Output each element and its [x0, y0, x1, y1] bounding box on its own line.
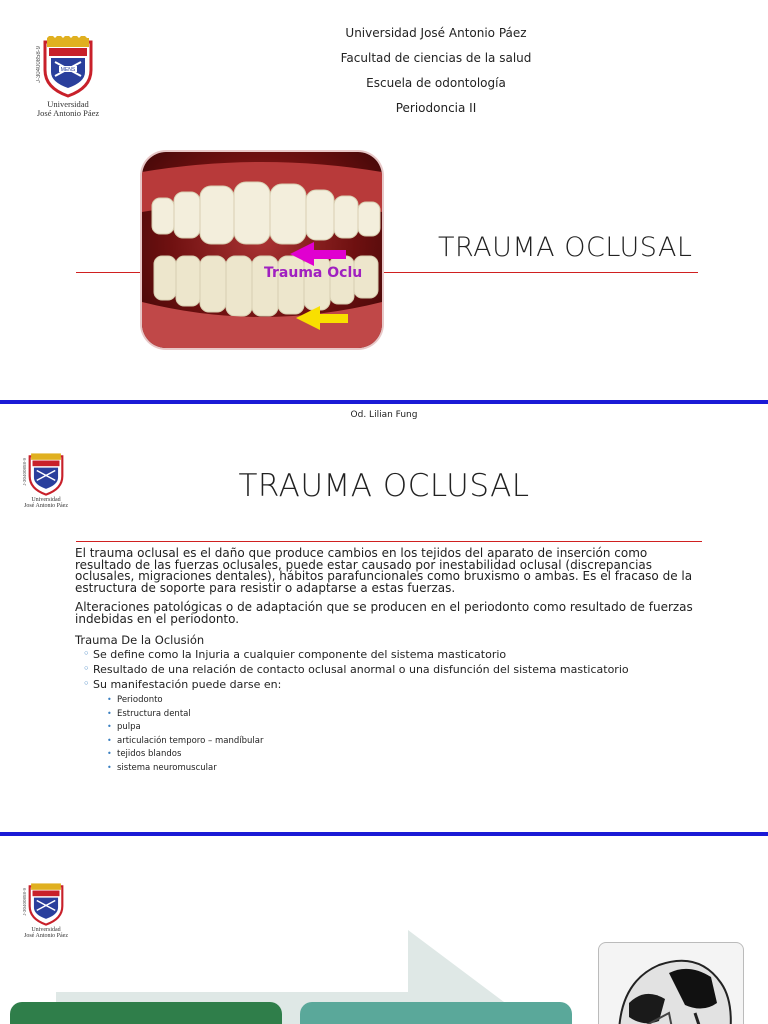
- sub-list-item: • sistema neuromuscular: [107, 762, 705, 776]
- crest-icon: [41, 36, 95, 98]
- list-item-text: Su manifestación puede darse en:: [93, 678, 282, 691]
- slide-1: [0, 0, 768, 400]
- svg-text:MENS: MENS: [60, 67, 76, 73]
- logo-line-1: Universidad: [31, 927, 61, 933]
- university-logo: [28, 36, 108, 118]
- sub-list-item: • pulpa: [107, 721, 705, 735]
- title-underline: [76, 541, 702, 542]
- bullet-list: [83, 647, 705, 775]
- teal-box: [300, 1002, 572, 1024]
- header-lines: [256, 24, 616, 124]
- alterations-paragraph: Alteraciones patológicas o de adaptación que se producen en el periodonto como resultado de fuerzas indebidas en el periodonto.: [75, 600, 693, 626]
- slide-2: [0, 404, 768, 832]
- sub-bullet-list: [107, 694, 705, 775]
- skull-image: [598, 942, 744, 1024]
- list-item: ◦ Se define como la Injuria a cualquier componente del sistema masticatorio: [83, 647, 705, 662]
- slide2-title: TRAUMA OCLUSAL: [238, 468, 530, 504]
- logo-code: J-30400858-9: [36, 46, 42, 84]
- teeth-photo: [142, 152, 382, 348]
- photo-label: Trauma Oclu: [264, 265, 363, 281]
- logo-line-1: Universidad: [31, 497, 61, 503]
- logo-line-2: José Antonio Páez: [24, 933, 68, 940]
- sub-list-item: • Periodonto: [107, 694, 705, 708]
- logo-code: J-30400858-9: [22, 888, 27, 916]
- green-box: [10, 1002, 282, 1024]
- slide1-title: TRAUMA OCLUSAL: [438, 232, 693, 263]
- sub-list-item: • Estructura dental: [107, 708, 705, 722]
- logo-line-1: Universidad: [47, 99, 89, 109]
- header-university: Universidad José Antonio Páez: [345, 26, 527, 40]
- subheading: Trauma De la Oclusión: [75, 633, 205, 647]
- list-item: [83, 677, 705, 775]
- logo-line-2: José Antonio Páez: [24, 503, 68, 510]
- slide2-body: [75, 548, 705, 775]
- definition-paragraph: El trauma oclusal es el daño que produce cambios en los tejidos del aparato de inserción como resultado de las fuerzas oclusales, puede estar causado por inestabilidad oclusal (discrepancias oclusales, migraciones dentales), hábitos parafuncionales como bruxismo o ambas. Es el fracaso de la estructura de soporte para resistir o adaptarse a estas fuerzas.: [75, 546, 693, 595]
- header-course: Periodoncia II: [395, 101, 477, 115]
- slide-3: [0, 836, 768, 1024]
- list-item: ◦ Resultado de una relación de contacto oclusal anormal o una disfunción del sistema masticatorio: [83, 662, 705, 677]
- header-school: Escuela de odontología: [366, 76, 506, 90]
- sub-list-item: • tejidos blandos: [107, 748, 705, 762]
- sub-list-item: • articulación temporo – mandíbular: [107, 735, 705, 749]
- author-footer: Od. Lilian Fung: [350, 410, 418, 420]
- logo-code: J-30400858-9: [22, 458, 27, 486]
- logo-line-2: José Antonio Páez: [36, 107, 100, 118]
- header-faculty: Facultad de ciencias de la salud: [340, 51, 532, 65]
